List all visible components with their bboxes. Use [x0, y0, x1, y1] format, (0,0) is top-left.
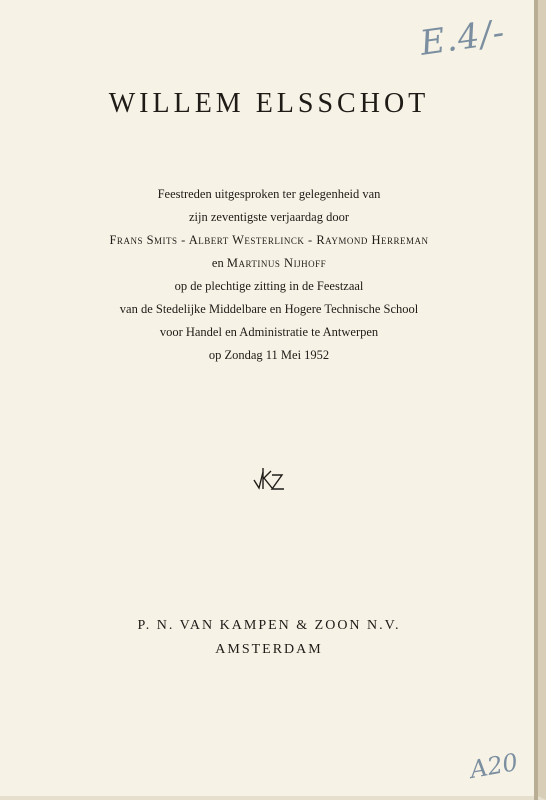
- date-line: op Zondag 11 Mei 1952: [208, 348, 330, 362]
- subtitle-line: op de plechtige zitting in de Feestzaal: [174, 279, 364, 293]
- book-title: WILLEM ELSSCHOT: [108, 88, 430, 119]
- speakers-line: Frans Smits - Albert Westerlinck - Raymond Herreman: [109, 233, 429, 247]
- subtitle-line: Feestreden uitgesproken ter gelegenheid van: [157, 187, 381, 201]
- publisher-block: [0, 614, 538, 662]
- pencil-note-top: E.4/-: [417, 12, 508, 64]
- subtitle-line: van de Stedelijke Middelbare en Hogere Technische School: [119, 302, 419, 316]
- pencil-note-bottom: A20: [467, 748, 520, 784]
- publisher-name: P. N. VAN KAMPEN & ZOON N.V.: [137, 618, 401, 633]
- speakers-line: [0, 252, 538, 275]
- publisher-monogram-icon: [250, 462, 290, 494]
- subtitle-line: zijn zeventigste verjaardag door: [189, 210, 349, 224]
- speaker-name: Martinus Nijhoff: [226, 256, 327, 270]
- speakers-prefix: en: [211, 256, 224, 270]
- subtitle-line: voor Handel en Administratie te Antwerpen: [159, 325, 379, 339]
- publisher-city: AMSTERDAM: [215, 642, 323, 657]
- page-edge: [534, 0, 538, 800]
- subtitle-block: [0, 183, 538, 367]
